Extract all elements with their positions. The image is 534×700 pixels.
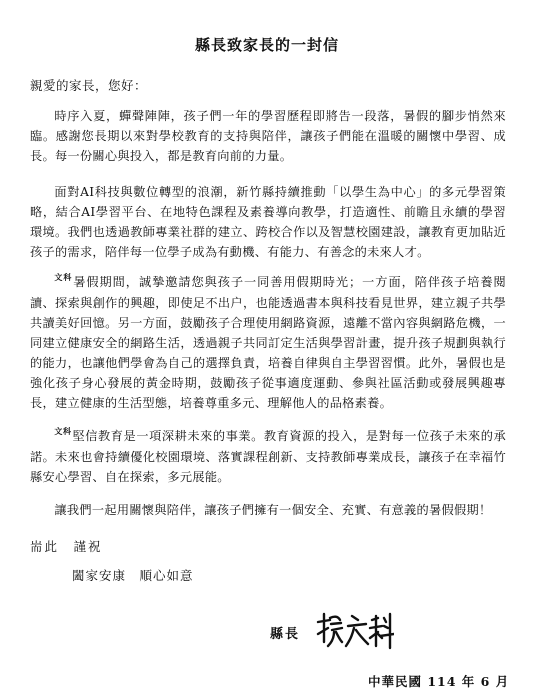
paragraph-summer-vacation (30, 272, 506, 413)
paragraph-ai-learning-text: 面對AI科技與數位轉型的浪潮，新竹縣持續推動「以學生為中心」的多元學習策略，結合AI學習平台、在地特色課程及素養導向教學，打造適性、前瞻且永續的學習環境。我們也透過教師專業社群的建立、跨校合作以及智慧校園建設，讓教育更加貼近孩子的需求，陪伴每一位學子成為有動機、有能力、有善念的未來人才。 (30, 185, 506, 259)
signer-title: 縣長 (270, 627, 301, 642)
name-stamp: 文科 (54, 272, 73, 282)
paragraph-closing-wish-text: 讓我們一起用關懷與陪伴，讓孩子們擁有一個安全、充實、有意義的暑假假期！ (54, 503, 492, 517)
paragraph-education-commitment (30, 426, 506, 487)
paragraph-intro (30, 106, 506, 166)
name-stamp: 文科 (54, 426, 72, 436)
closing-salutation: 耑此 謹祝 (30, 539, 103, 554)
paragraph-closing-wish (30, 500, 506, 520)
handwritten-signature (314, 608, 394, 652)
paragraph-intro-text: 時序入夏，蟬聲陣陣，孩子們一年的學習歷程即將告一段落，暑假的腳步悄然來臨。感謝您長期以來對學校教育的支持與陪伴，讓孩子們能在溫暖的關懷中學習、成長。每一份關心與投入，都是教育向前的力量。 (30, 109, 506, 163)
letter-title: 縣長致家長的一封信 (194, 36, 339, 54)
paragraph-summer-vacation-text: 暑假期間，誠摯邀請您與孩子一同善用假期時光；一方面，陪伴孩子培養閱讀、探索與創作的興趣，即使足不出户，也能透過書本與科技看見世界，建立親子共學共讀美好回憶。另一方面，鼓勵孩子合理使用網路資源，遠離不當內容與網路危機，一同建立健康安全的網路生活，透過親子共同訂定生活與學習計畫，提升孩子規劃與執行的能力，也讓他們學會為自己的選擇負責，培養自律與自主學習習慣。此外，暑假也是強化孩子身心發展的黃金時期，鼓勵孩子從事適度運動、參與社區活動或發展興趣專長，建立健康的生活型態，培養尊重多元、理解他人的品格素養。 (30, 275, 506, 410)
paragraph-education-commitment-text: 堅信教育是一項深耕未來的事業。教育資源的投入，是對每一位孩子未來的承諾。未來也會持續優化校園環境、落實課程創新、支持教師專業成長，讓孩子在幸福竹縣安心學習、自在探索，多元展能。 (30, 429, 506, 484)
closing-blessing: 闔家安康 順心如意 (72, 568, 194, 583)
letter-date: 中華民國 114 年 6 月 (368, 674, 510, 689)
greeting: 親愛的家長，您好： (30, 78, 148, 93)
paragraph-ai-learning (30, 182, 506, 262)
